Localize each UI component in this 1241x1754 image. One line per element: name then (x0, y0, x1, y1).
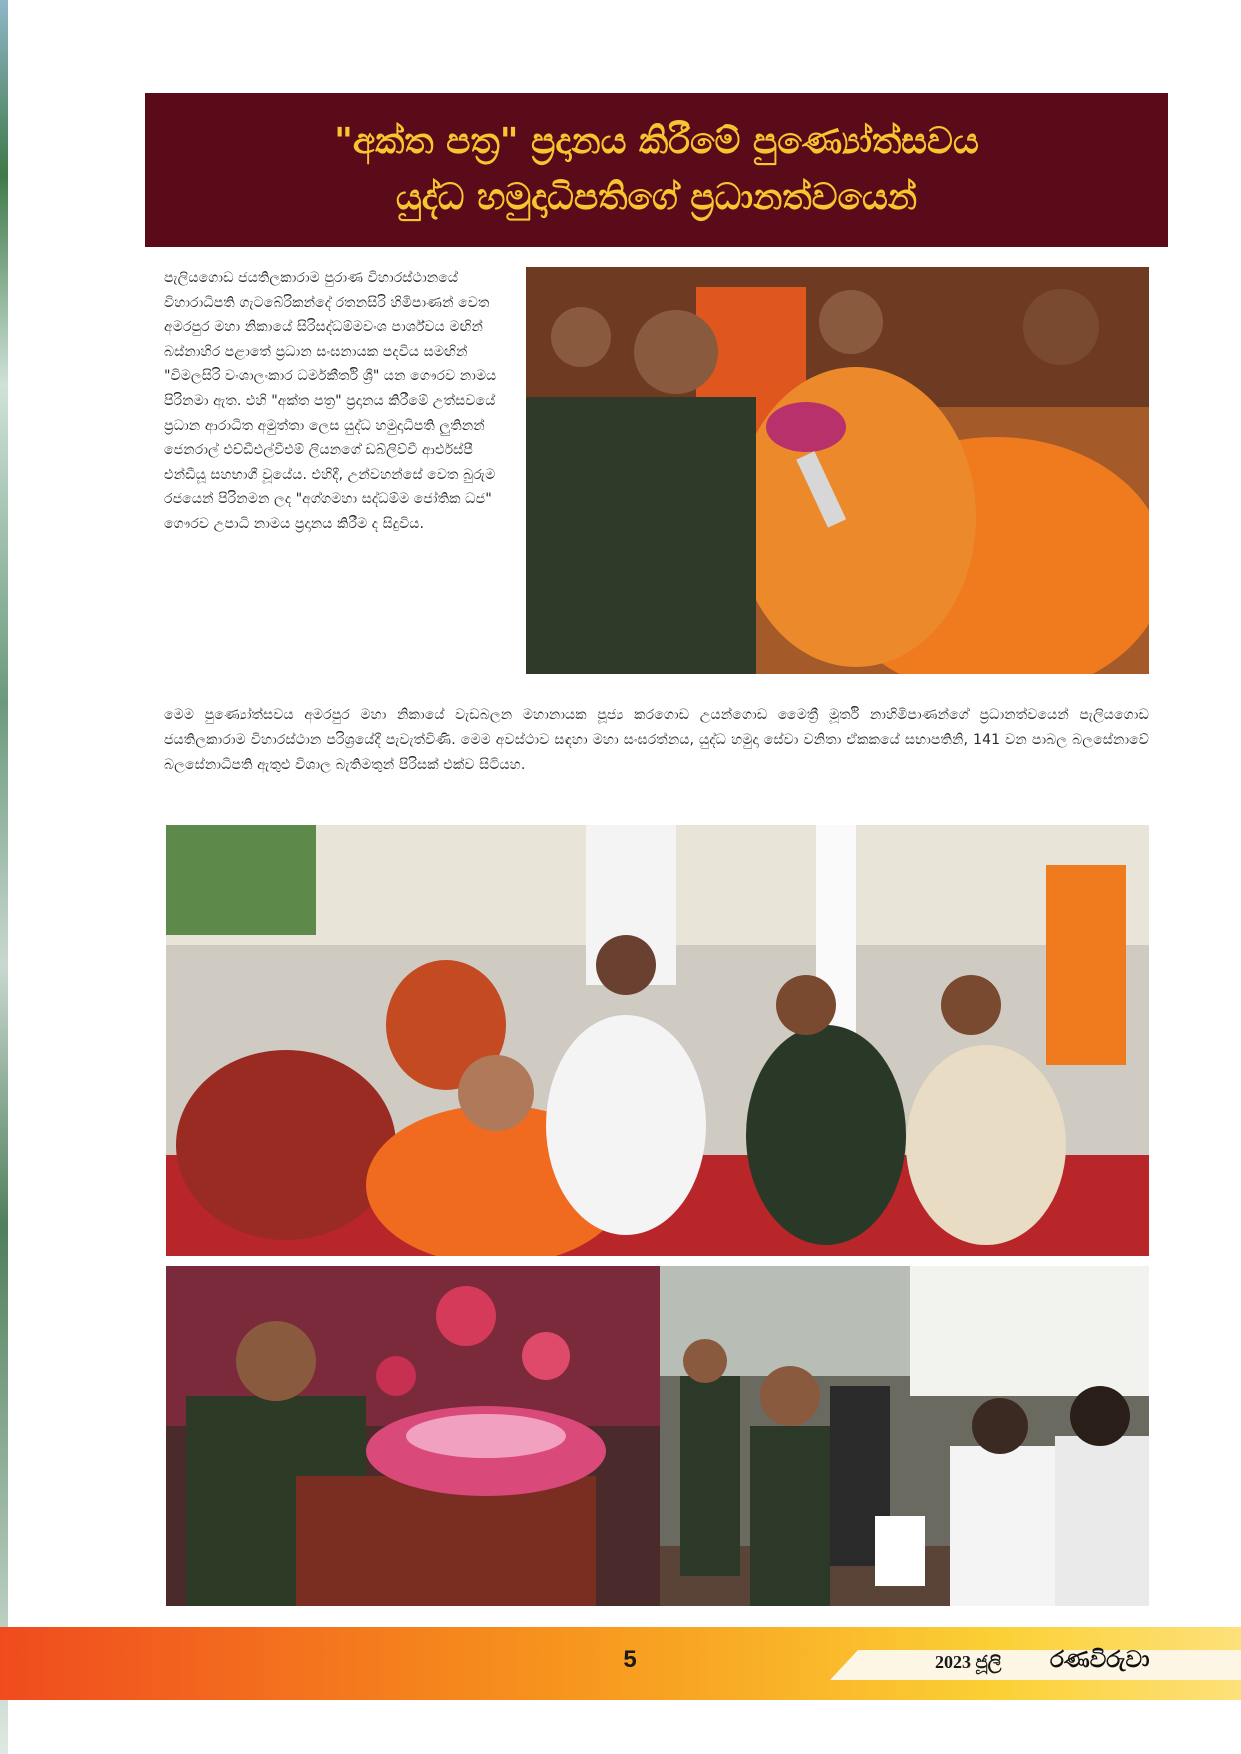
ceremony-presentation-photo (526, 267, 1149, 674)
page-edge-strip (0, 0, 8, 1754)
magazine-name: රණවිරුවා (1050, 1647, 1150, 1673)
commander-speech-photo (166, 1266, 660, 1606)
issue-date: 2023 ජූලි (935, 1652, 1002, 1672)
page-number: 5 (623, 1646, 637, 1673)
body-paragraph: මෙම පුණ්‍යෝත්සවය අමරපුර මහා නිකායේ වැඩබලන මහානායක පූජ්‍ය කරගොඩ උයන්ගොඩ මෛත්‍රී මූර්ති නාහිමිපාණන්ගේ ප්‍රධානත්වයෙන් පැලියගොඩ ජයතිලකාරාම විහාරස්ථාන පරිශ්‍රයේදී පැවැත්විණි. මෙම අවස්ථාව සඳහා මහා සංඝරත්නය, යුද්ධ හමුදා සේවා වනිතා ඒකකයේ සභාපතිනි, 141 වන පාබල බලසේනාවේ බලසේනාධිපති ඇතුළු විශාල බැතිමතුන් පිරිසක් එක්ව සිටියහ. (164, 707, 1149, 773)
greeting-families-photo (660, 1266, 1149, 1606)
footer-masthead-tab (830, 1650, 1241, 1680)
article-title-line-2: යුද්ධ හමුදාධිපතිගේ ප්‍රධානත්වයෙන් (395, 177, 918, 218)
article-title-line-1: "අක්ත පත්‍ර" ප්‍රදානය කිරීමේ පුණ්‍යෝත්සවය (334, 121, 979, 162)
intro-paragraph: පැලියගොඩ ජයතිලකාරාම පුරාණ විහාරස්ථානයේ විහාරාධිපති ගැටබේරිකන්දේ රතනසිරි හිමිපාණන් වෙත අමරපුර මහා නිකායේ සිරිසද්ධම්මවංශ පාර්ශ්වය මඟින් බස්නාහිර පළාතේ ප්‍රධාන සංඝනායක පදවිය සමඟින් "විමලසිරි වංශාලංකාර ධර්මකීර්ති ශ්‍රී" යන ගෞරව නාමය පිරිනමා ඇත. එහි "අක්ත පත්‍ර" ප්‍රදානය කිරීමේ උත්සවයේ ප්‍රධාන ආරාධිත අමුත්තා ලෙස යුද්ධ හමුදාධිපති ලුතිනන් ජෙනරාල් එච්ඩීඑල්වීඑම් ලියනගේ ඩබ්ලිව්වී ආර්එස්පී එන්ඩීයූ සහභාගී වූයේය. එහිදී, උන්වහන්සේ වෙත බුරුම රජයෙන් පිරිනමන ලද "අග්ගමහා සද්ධම්ම ජෝතික ධජ" ගෞරව උපාධි නාමය ප්‍රදානය කිරීම ද සිදුවිය. (164, 270, 497, 532)
seated-audience-photo (166, 825, 1149, 1256)
article-title-banner (145, 93, 1168, 247)
